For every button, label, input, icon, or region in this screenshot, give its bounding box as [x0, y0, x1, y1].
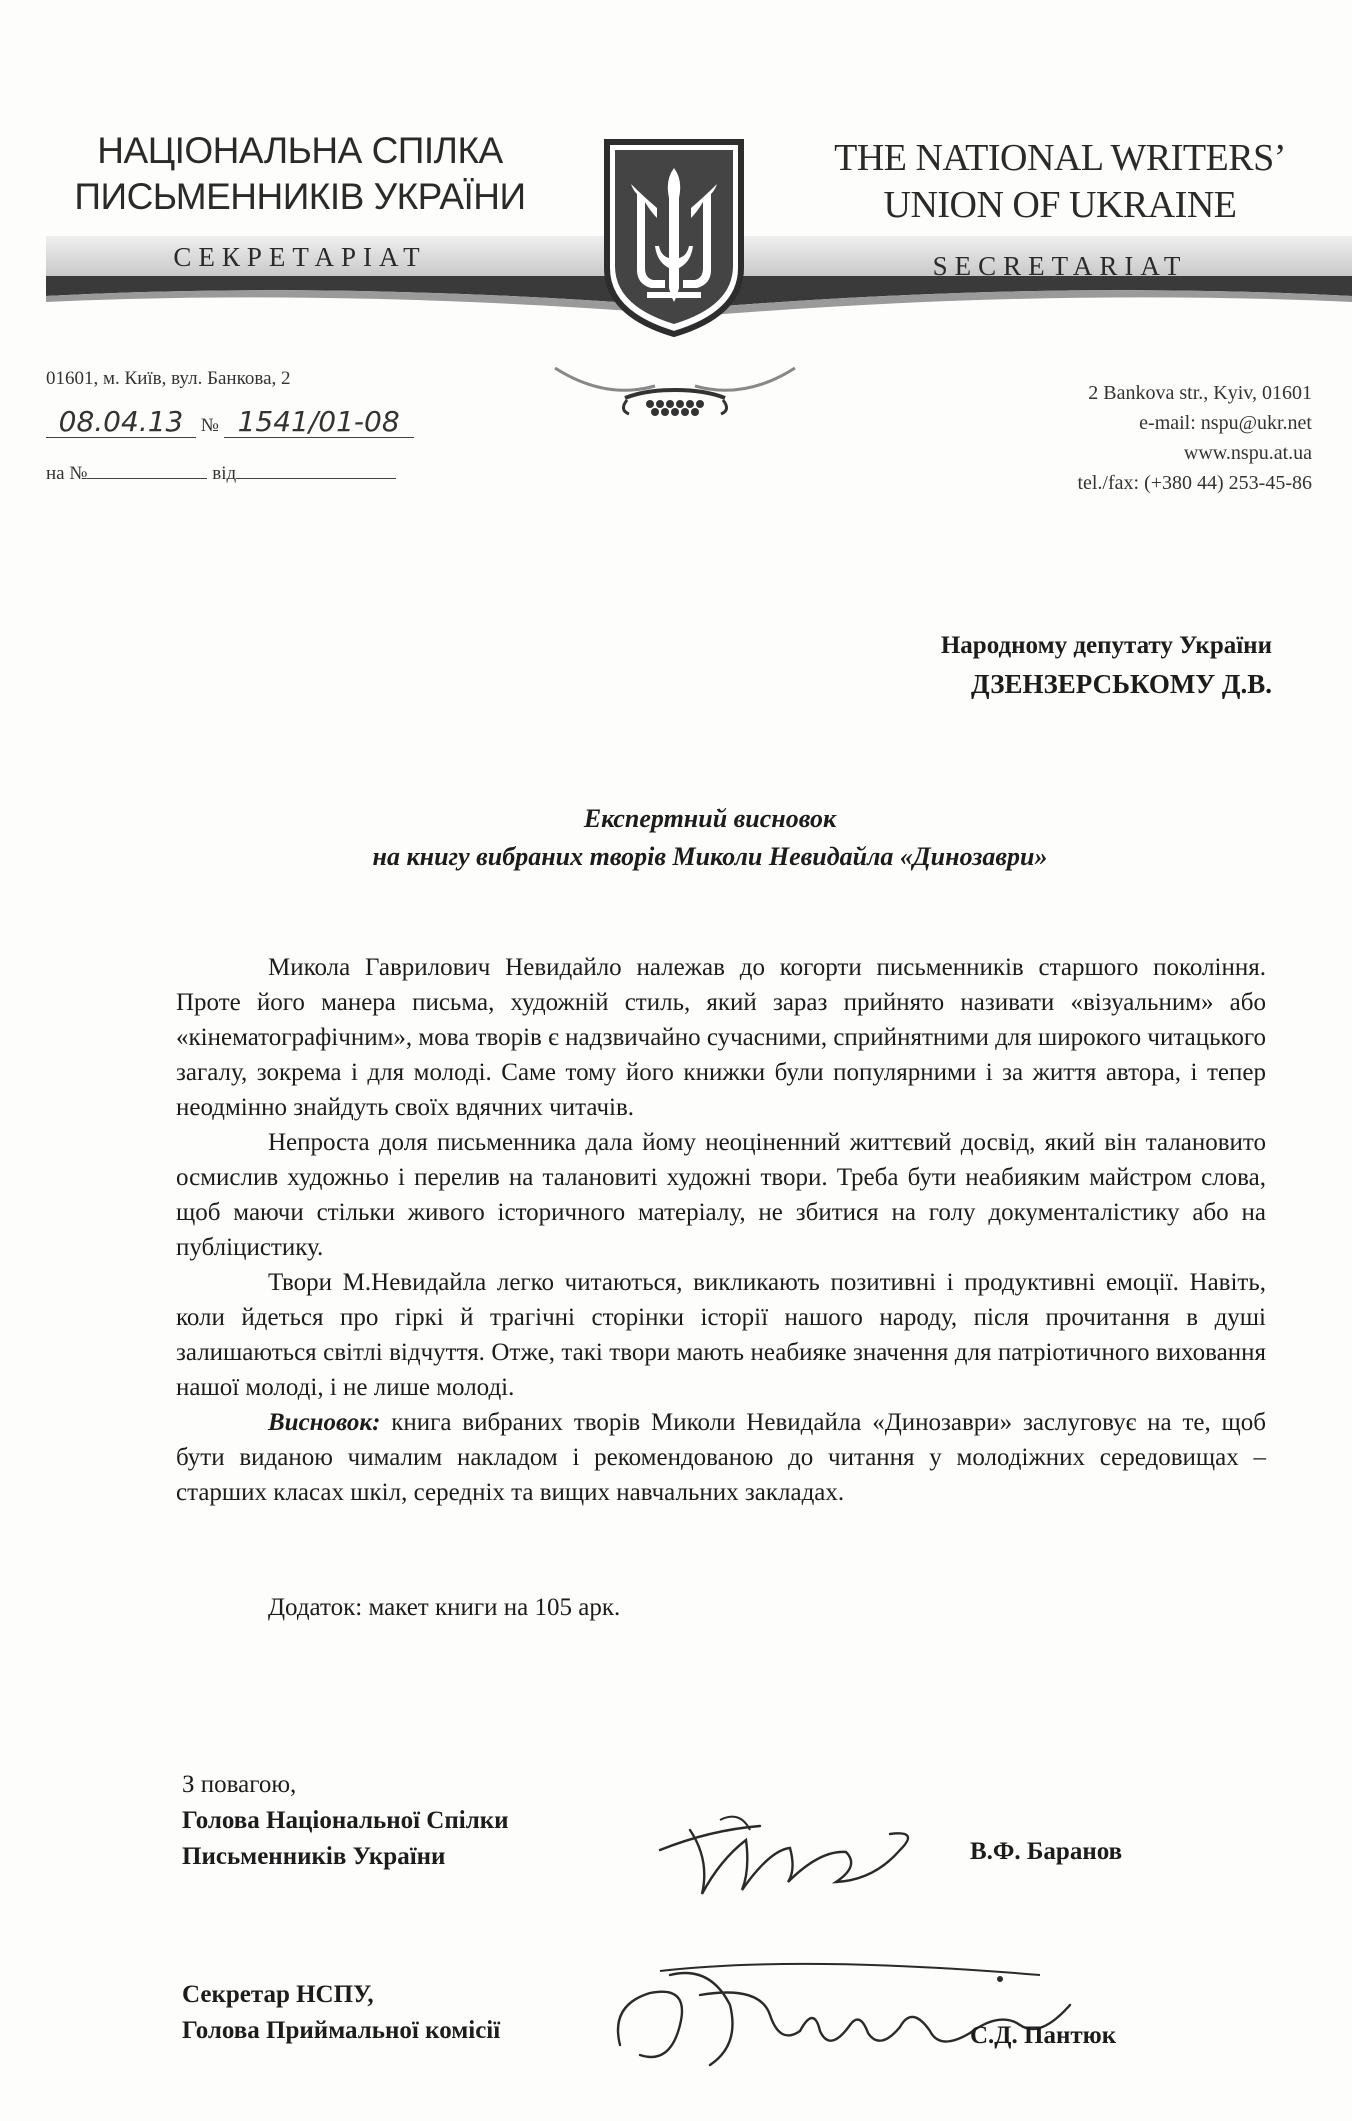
email: e-mail: nspu@ukr.net [1139, 412, 1312, 434]
signatory-2-name: С.Д. Пантюк [970, 2022, 1117, 2049]
letter-body [176, 950, 1266, 1510]
phone-fax: tel./fax: (+380 44) 253-45-86 [1077, 472, 1312, 494]
incoming-reference [46, 460, 396, 485]
contact-block [1077, 378, 1312, 498]
org-name-en-line2: UNION OF UKRAINE [883, 184, 1237, 226]
org-name-ukrainian [50, 128, 550, 273]
org-name-line1: НАЦІОНАЛЬНА СПІЛКА [97, 130, 503, 171]
signatory-2-title-line2: Голова Приймальної комісії [182, 2017, 501, 2044]
na-blank [87, 460, 207, 479]
closing-greeting: З повагою, [182, 1771, 297, 1798]
signature-1-icon [650, 1790, 940, 1910]
handwritten-number: 1541/01-08 [224, 407, 414, 438]
signatory-2-block [182, 1977, 500, 2049]
org-name-en-line1: THE NATIONAL WRITERS’ [834, 137, 1286, 179]
document-title [160, 800, 1260, 876]
org-name-line2: ПИСЬМЕННИКІВ УКРАЇНИ [74, 176, 526, 217]
handwritten-date: 08.04.13 [46, 407, 196, 438]
paragraph-3: Твори М.Невидайла легко читаються, викликають позитивні і продуктивні емоції. Навіть, коли йдеться про гіркі й трагічні сторінки історії нашого народу, після прочитання в душі залишаються світлі відчуття. Отже, такі твори мають неабияке значення для патріотичного виховання нашої молоді, і не лише молоді. [176, 1269, 1266, 1401]
number-sign: № [200, 415, 219, 436]
vid-blank [236, 460, 396, 479]
na-label: на № [46, 463, 88, 484]
addressee-name: ДЗЕНЗЕРСЬКОМУ Д.В. [971, 669, 1272, 699]
signature-2-icon [600, 1935, 1090, 2085]
signatory-1-title-line2: Письменників України [182, 1843, 446, 1870]
title-line2: на книгу вибраних творів Миколи Невидайла «Динозаври» [372, 842, 1048, 871]
secretariat-label-ua: СЕКРЕТАРІАТ [173, 242, 427, 272]
signatory-1-name: В.Ф. Баранов [970, 1838, 1123, 1865]
org-name-english [820, 135, 1300, 282]
signatory-1-block [182, 1767, 509, 1875]
decorative-ornament-icon [545, 360, 805, 420]
paragraph-conclusion [176, 1405, 1266, 1510]
address-english: 2 Bankova str., Kyiv, 01601 [1088, 382, 1312, 404]
paragraph-1: Микола Гаврилович Невидайло належав до когорти письменників старшого покоління. Проте його манера письма, художній стиль, який зараз прийнято називати «візуальним» або «кінематографічним», мова творів є надзвичайно сучасними, сприйнятними для широкого читацького загалу, зокрема і для молоді. Саме тому його книжки були популярними і за життя автора, і тепер неодмінно знайдуть своїх вдячних читачів. [176, 954, 1266, 1121]
addressee [941, 628, 1272, 704]
vid-label: від [212, 463, 237, 484]
conclusion-text: книга вибраних творів Миколи Невидайла «Динозаври» заслуговує на те, щоб бути виданою чималим накладом і рекомендованою до читання у молодіжних середовищах – старших класах шкіл, середніх та вищих навчальних закладах. [176, 1409, 1266, 1506]
secretariat-label-en: SECRETARIAT [932, 251, 1188, 281]
signatory-1-title-line1: Голова Національної Спілки [182, 1807, 509, 1834]
address-ukrainian: 01601, м. Київ, вул. Банкова, 2 [46, 368, 291, 389]
trident-coat-of-arms-icon [603, 138, 745, 338]
signatory-2-title-line1: Секретар НСПУ, [182, 1981, 374, 2008]
outgoing-reference [46, 407, 414, 438]
addressee-position: Народному депутату України [940, 632, 1272, 659]
title-line1: Експертний висновок [583, 804, 837, 833]
paragraph-2: Непроста доля письменника дала йому неоціненний життєвий досвід, який він талановито осмислив художньо і перелив на талановиті художні твори. Треба бути неабияким майстром слова, щоб маючи стільки живого історичного матеріалу, не збитися на голу документалістику або на публіцистику. [176, 1129, 1266, 1261]
website: www.nspu.at.ua [1183, 442, 1312, 464]
conclusion-label: Висновок: [268, 1409, 381, 1436]
attachment-note: Додаток: макет книги на 105 арк. [268, 1594, 621, 1621]
